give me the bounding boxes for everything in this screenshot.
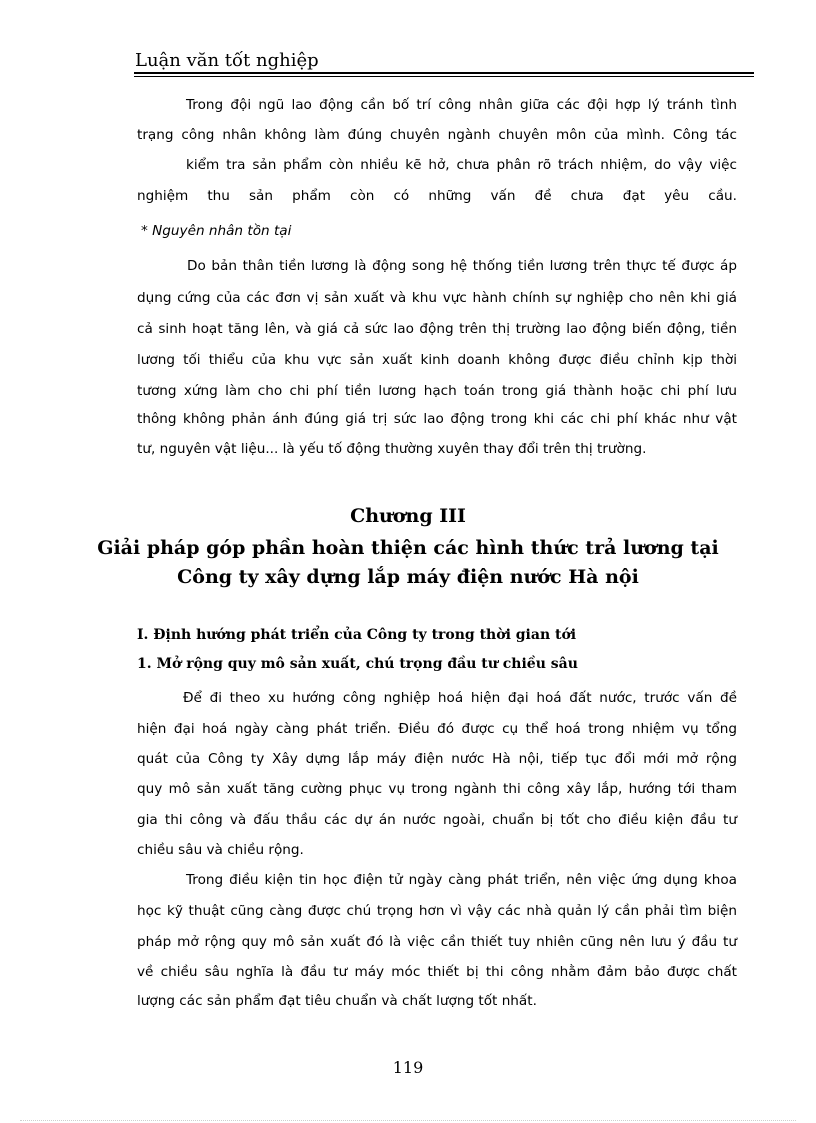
para2-line: dụng cứng của các đơn vị sản xuất và khu vực hành chính sự nghiệp cho nên khi giá <box>137 290 737 306</box>
para1-line: trạng công nhân không làm đúng chuyên ngành chuyên môn của mình. Công tác <box>137 127 737 143</box>
para1-line: kiểm tra sản phẩm còn nhiều kẽ hở, chưa phân rõ trách nhiệm, do vậy việc <box>186 157 737 173</box>
chapter-title-line2: Công ty xây dựng lắp máy điện nước Hà nội <box>177 566 639 588</box>
para3-line: Để đi theo xu hướng công nghiệp hoá hiện đại hoá đất nước, trước vấn đề <box>183 690 737 706</box>
cause-label: * Nguyên nhân tồn tại <box>141 223 292 239</box>
section-heading-1: 1. Mở rộng quy mô sản xuất, chú trọng đầu tư chiều sâu <box>137 656 578 672</box>
para2-line: cả sinh hoạt tăng lên, và giá cả sức lao động trên thị trường lao động biến động, tiền <box>137 321 737 337</box>
para4-line: lượng các sản phẩm đạt tiêu chuẩn và chất lượng tốt nhất. <box>137 993 537 1009</box>
para2-line: tương xứng làm cho chi phí tiền lương hạch toán trong giá thành hoặc chi phí lưu <box>137 383 737 399</box>
footer-divider <box>20 1120 796 1121</box>
para4-line: về chiều sâu nghĩa là đầu tư máy móc thiết bị thi công nhằm đảm bảo được chất <box>137 964 737 980</box>
header-rule-thick <box>134 72 754 74</box>
para3-line: gia thi công và đấu thầu các dự án nước ngoài, chuẩn bị tốt cho điều kiện đầu tư <box>137 812 737 828</box>
para4-line: pháp mở rộng quy mô sản xuất đó là việc cần thiết tuy nhiên cũng nên lưu ý đầu tư <box>137 934 737 950</box>
para4-line: Trong điều kiện tin học điện tử ngày càng phát triển, nên việc ứng dụng khoa <box>186 872 737 888</box>
para1-line: nghiệm thu sản phẩm còn có những vấn đề chưa đạt yêu cầu. <box>137 188 737 204</box>
para3-line: quát của Công ty Xây dựng lắp máy điện nước Hà nội, tiếp tục đổi mới mở rộng <box>137 751 737 767</box>
para3-line: chiều sâu và chiều rộng. <box>137 842 304 858</box>
para3-line: hiện đại hoá ngày càng phát triển. Điều đó được cụ thể hoá trong nhiệm vụ tổng <box>137 721 737 737</box>
para3-line: quy mô sản xuất tăng cường phục vụ trong ngành thi công xây lắp, hướng tới tham <box>137 781 737 797</box>
para2-line: lương tối thiểu của khu vực sản xuất kinh doanh không được điều chỉnh kịp thời <box>137 352 737 368</box>
para2-line: Do bản thân tiền lương là động song hệ thống tiền lương trên thực tế được áp <box>187 258 737 274</box>
header-rule-thin <box>134 76 754 77</box>
page-header-title: Luận văn tốt nghiệp <box>135 50 319 71</box>
chapter-title-line1: Giải pháp góp phần hoàn thiện các hình thức trả lương tại <box>97 537 719 559</box>
section-heading-I: I. Định hướng phát triển của Công ty trong thời gian tới <box>137 627 577 643</box>
chapter-number: Chương III <box>350 505 466 527</box>
para2-line: tư, nguyên vật liệu... là yếu tố động thường xuyên thay đổi trên thị trường. <box>137 441 647 457</box>
page-number: 119 <box>392 1058 424 1077</box>
para4-line: học kỹ thuật cũng càng được chú trọng hơn vì vậy các nhà quản lý cần phải tìm biện <box>137 903 737 919</box>
para1-line: Trong đội ngũ lao động cần bố trí công nhân giữa các đội hợp lý tránh tình <box>186 97 737 113</box>
para2-line: thông không phản ánh đúng giá trị sức lao động trong khi các chi phí khác như vật <box>137 411 737 427</box>
